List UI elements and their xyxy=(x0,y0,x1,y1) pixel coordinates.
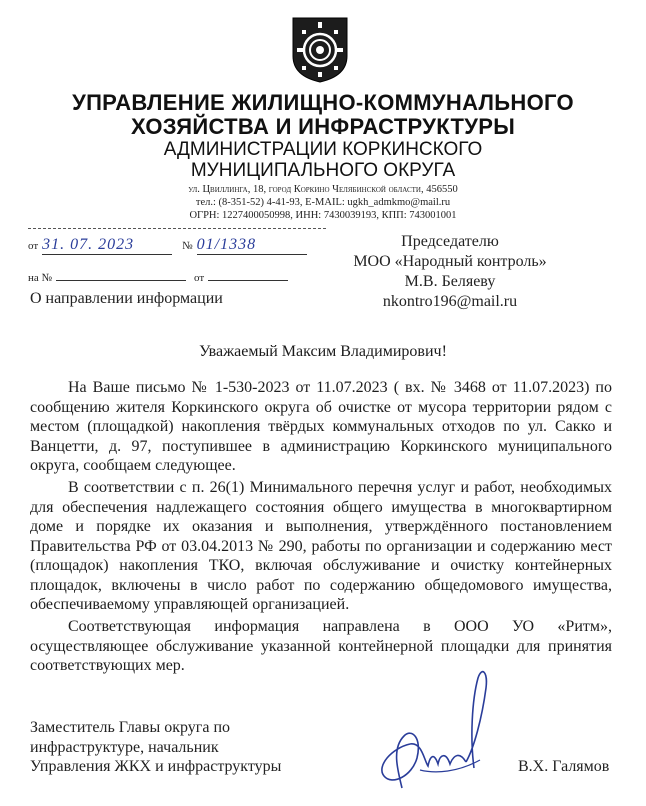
signer-position-line-3: Управления ЖКХ и инфраструктуры xyxy=(30,758,282,775)
addressee-name: М.В. Беляеву xyxy=(404,273,496,290)
org-name-line-4: МУНИЦИПАЛЬНОГО ОКРУГА xyxy=(190,160,456,181)
addressee-block xyxy=(340,232,560,312)
ref-label: на № xyxy=(28,272,53,284)
body-paragraph-2: В соответствии с п. 26(1) Минимального перечня услуг и работ, необходимых для обеспечения надлежащего состояния общего имущества в многоквартирном доме и порядке их оказания и выполнения, утверждённого постановлением Правительства РФ от 03.04.2013 № 290, работы по организации и содержанию мест (площадок) накопления ТКО, включая обслуживание и очистку контейнерных площадок, включены в число работ по содержанию общедомового имущества, обеспечиваемому управляющей организацией. xyxy=(30,479,612,613)
org-contacts: тел.: (8-351-52) 4-41-93, E-MAIL: ugkh_admkmo@mail.ru xyxy=(195,197,451,208)
incoming-reference xyxy=(28,268,328,286)
number-label: № xyxy=(182,240,193,252)
coat-of-arms-emblem xyxy=(291,16,349,84)
body-paragraph-1: На Ваше письмо № 1-530-2023 от 11.07.2023 ( вх. № 3468 от 11.07.2023) по сообщению жителя Коркинского округа об очистке от мусора территории рядом с местом (площадкой) накопления твёрдых коммунальных отходов по ул. Сакко и Ванцетти, д. 97, поступившее в администрацию Коркинского муниципального округа, сообщаем следующее. xyxy=(30,379,612,474)
ref-date-field xyxy=(208,268,288,281)
signature-icon xyxy=(362,648,512,798)
signer-position xyxy=(30,718,330,777)
number-value: 01/1338 xyxy=(196,236,257,253)
signer-position-line-1: Заместитель Главы округа по xyxy=(30,719,230,736)
org-name-line-1: УПРАВЛЕНИЕ ЖИЛИЩНО-КОММУНАЛЬНОГО xyxy=(72,90,574,115)
outgoing-registration xyxy=(28,236,328,255)
addressee-organization: МОО «Народный контроль» xyxy=(353,253,547,270)
letter-subject: О направлении информации xyxy=(30,290,223,307)
date-label: от xyxy=(28,240,39,252)
signer-position-line-2: инфраструктуре, начальник xyxy=(30,738,219,756)
handwritten-signature xyxy=(362,648,512,798)
addressee-title: Председателю xyxy=(401,233,499,250)
municipal-coat-of-arms-icon xyxy=(291,16,349,84)
org-name-line-2: ХОЗЯЙСТВА И ИНФРАСТРУКТУРЫ xyxy=(130,114,516,139)
number-field xyxy=(197,236,307,255)
body-paragraph-3: Соответствующая информация направлена в ООО УО «Ритм», осуществляющее обслуживание указанной контейнерной площадки для принятия соответствующих мер. xyxy=(30,618,612,674)
org-registry: ОГРН: 1227400050998, ИНН: 7430039193, КПП: 743001001 xyxy=(189,210,457,221)
ref-number-field xyxy=(56,268,186,281)
date-field xyxy=(42,236,172,255)
divider xyxy=(28,228,326,229)
ref-from-label: от xyxy=(194,272,205,284)
date-value: 31. 07. 2023 xyxy=(42,236,135,253)
signer-name: В.Х. Галямов xyxy=(518,758,610,775)
greeting: Уважаемый Максим Владимирович! xyxy=(199,343,447,360)
org-name-line-3: АДМИНИСТРАЦИИ КОРКИНСКОГО xyxy=(163,139,483,160)
org-address: ул. Цвиллинга, 18, город Коркино Челябинской области, 456550 xyxy=(188,184,458,195)
addressee-email: nkontro196@mail.ru xyxy=(382,293,518,310)
